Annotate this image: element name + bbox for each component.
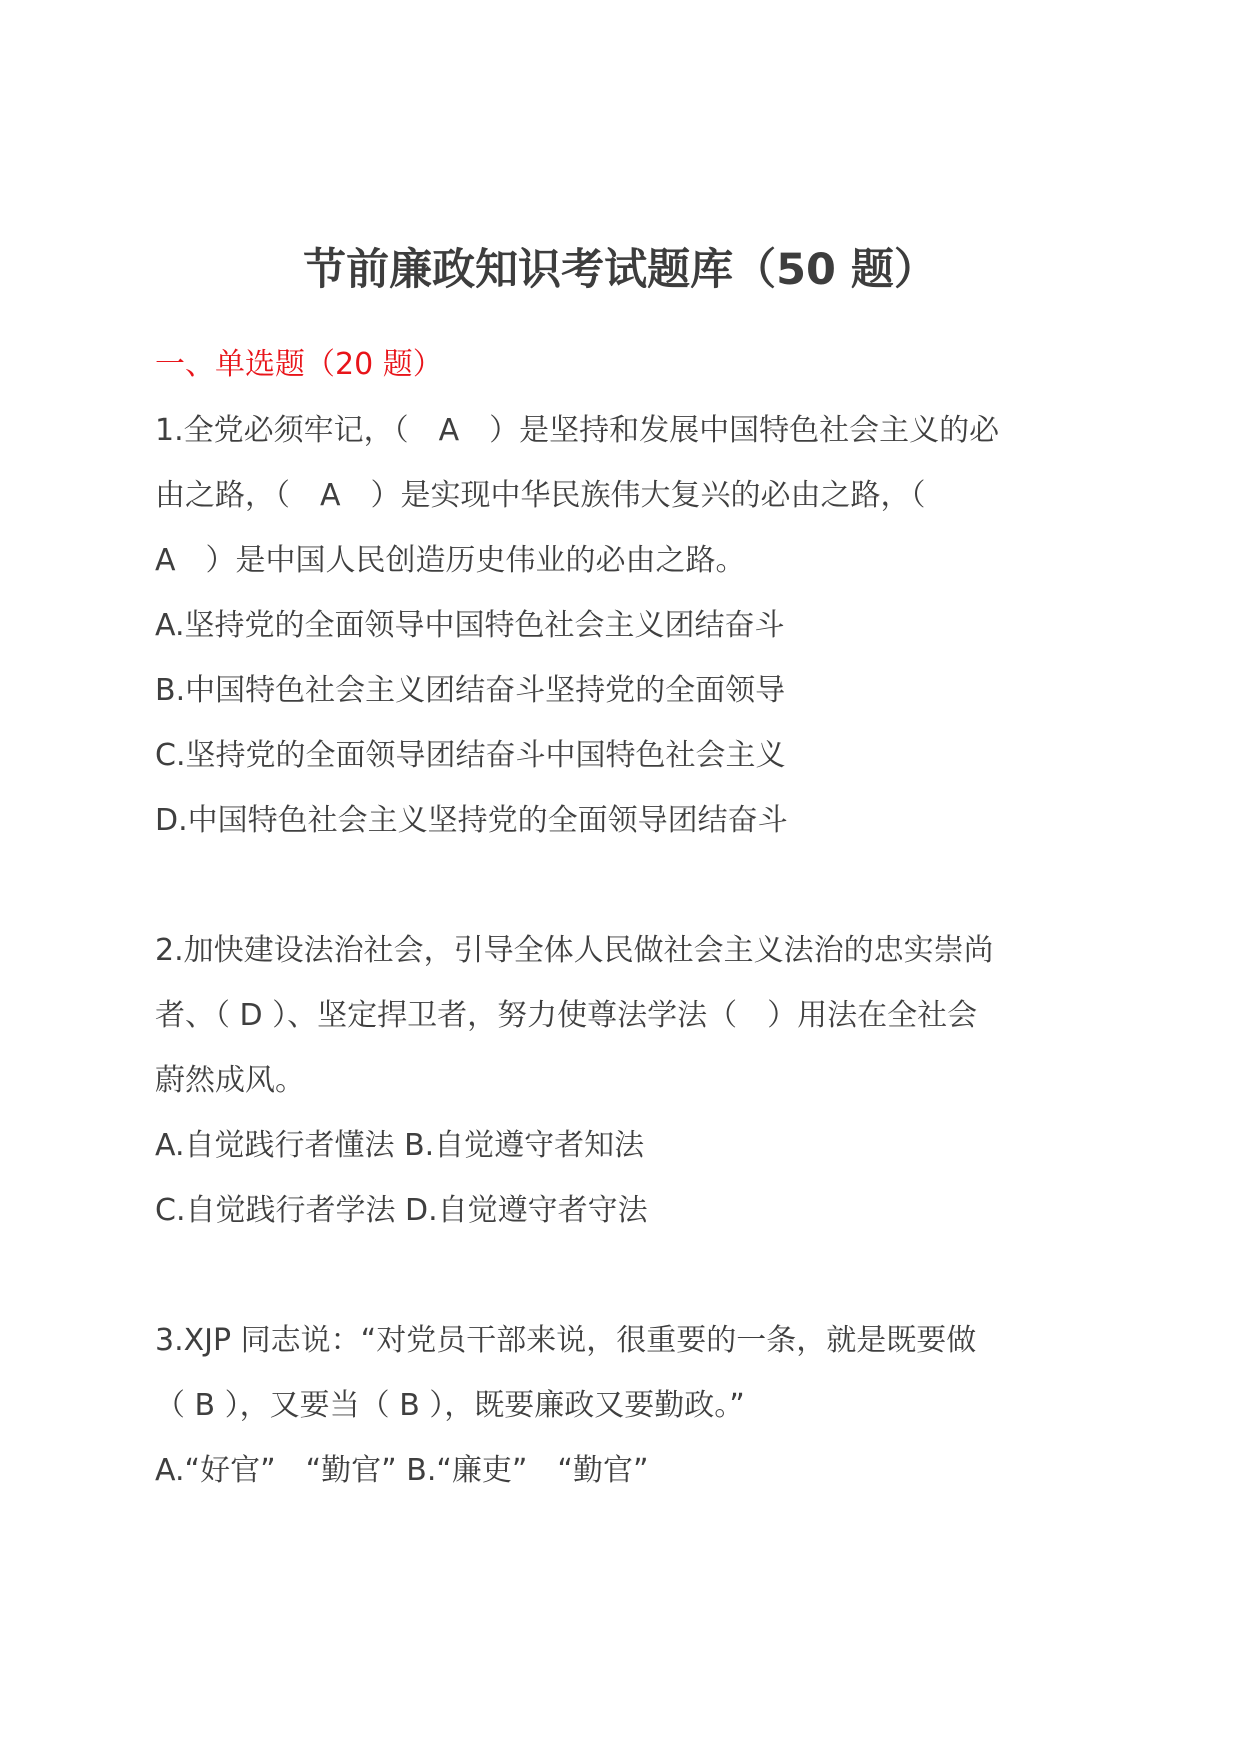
option-line: A.坚持党的全面领导中国特色社会主义团结奋斗 — [155, 608, 785, 643]
document-title: 节前廉政知识考试题库（50 题） — [303, 245, 937, 295]
paragraph-spacer — [155, 853, 1095, 918]
question-1 — [155, 398, 1095, 853]
option-line: D.中国特色社会主义坚持党的全面领导团结奋斗 — [155, 803, 788, 838]
paragraph-spacer — [155, 1243, 1095, 1308]
document-body — [155, 332, 1095, 1503]
section-heading-single-choice: 一、单选题（20 题） — [155, 347, 443, 382]
option-line: A.自觉践行者懂法 B.自觉遵守者知法 — [155, 1128, 645, 1163]
question-3 — [155, 1308, 1095, 1503]
question-stem-line: 由之路，（ A ）是实现中华民族伟大复兴的必由之路，（ — [155, 478, 926, 513]
question-stem-line: 1.全党必须牢记，（ A ）是坚持和发展中国特色社会主义的必 — [155, 413, 1000, 448]
question-stem-line: 3.XJP 同志说：“对党员干部来说，很重要的一条，就是既要做 — [155, 1323, 977, 1358]
question-stem-line: A ）是中国人民创造历史伟业的必由之路。 — [155, 543, 746, 578]
option-line: C.自觉践行者学法 D.自觉遵守者守法 — [155, 1193, 648, 1228]
option-line: B.中国特色社会主义团结奋斗坚持党的全面领导 — [155, 673, 786, 708]
question-stem-line: 2.加快建设法治社会，引导全体人民做社会主义法治的忠实崇尚 — [155, 933, 994, 968]
question-stem-line: （ B ），又要当（ B ），既要廉政又要勤政。” — [155, 1388, 745, 1423]
option-line: A.“好官” “勤官” B.“廉吏” “勤官” — [155, 1453, 649, 1488]
question-2 — [155, 918, 1095, 1243]
question-stem-line: 蔚然成风。 — [155, 1063, 305, 1098]
question-stem-line: 者、（ D ）、坚定捍卫者，努力使尊法学法（ ）用法在全社会 — [155, 998, 978, 1033]
option-line: C.坚持党的全面领导团结奋斗中国特色社会主义 — [155, 738, 786, 773]
